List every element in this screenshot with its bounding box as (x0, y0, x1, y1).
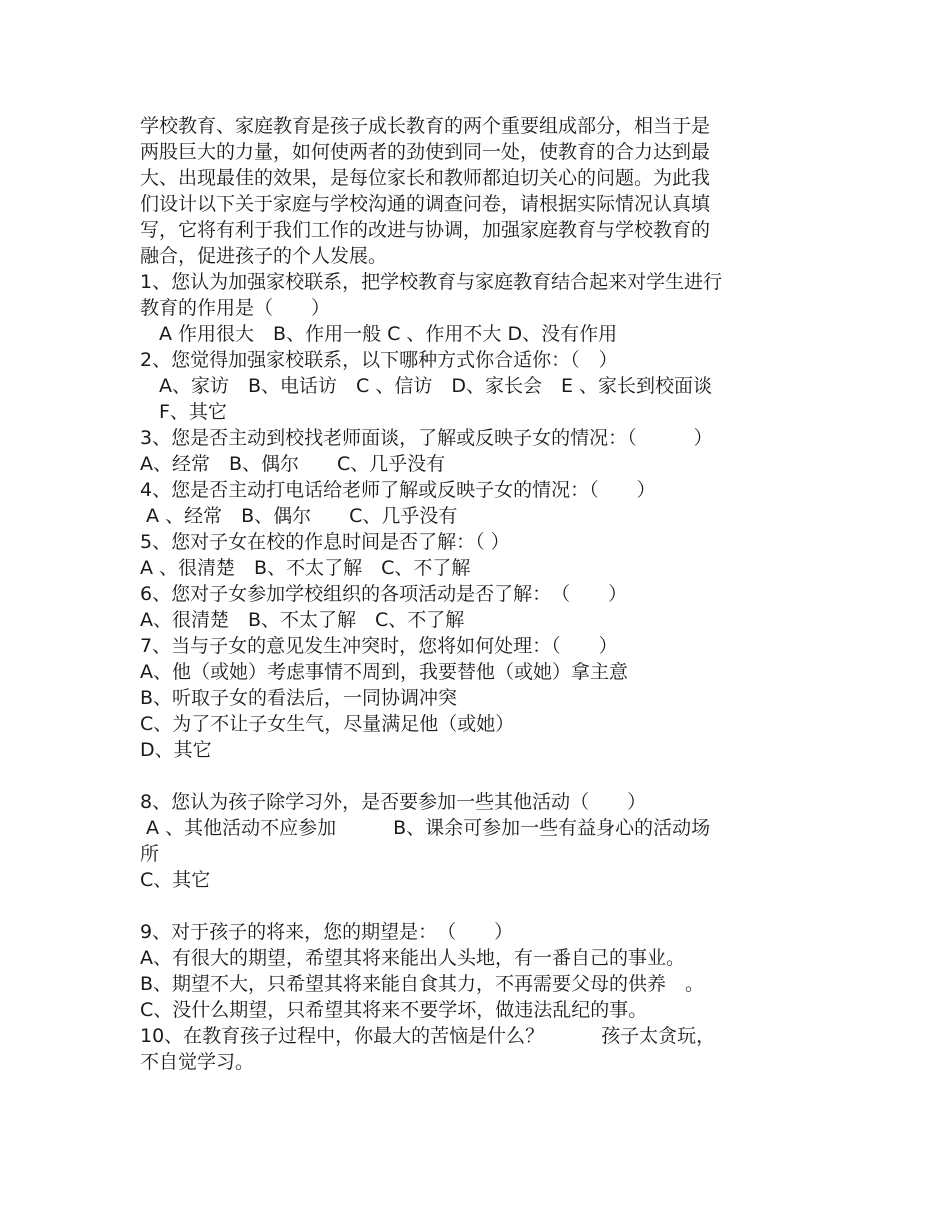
question-option: C、其它 (140, 869, 211, 891)
question-text: 4、您是否主动打电话给老师了解或反映子女的情况：（ ） (140, 479, 656, 501)
question-options: A、很清楚 B、不太了解 C、不了解 (140, 609, 465, 631)
question-options: A、家访 B、电话访 C 、信访 D、家长会 E 、家长到校面谈 (140, 375, 713, 397)
question-options: A 作用很大 B、作用一般 C 、作用不大 D、没有作用 (140, 323, 618, 345)
question-option: B、期望不大，只希望其将来能自食其力，不再需要父母的供养 。 (140, 973, 705, 995)
question-text: 教育的作用是（ ） (140, 297, 331, 319)
intro-line: 们设计以下关于家庭与学校沟通的调查问卷，请根据实际情况认真填 (140, 193, 711, 215)
intro-line: 融合，促进孩子的个人发展。 (140, 245, 388, 267)
question-text: 5、您对子女在校的作息时间是否了解：（ ） (140, 531, 510, 553)
question-text: 8、您认为孩子除学习外，是否要参加一些其他活动（ ） (140, 791, 647, 813)
question-options: 所 (140, 843, 160, 865)
intro-line: 学校教育、家庭教育是孩子成长教育的两个重要组成部分，相当于是 (140, 115, 711, 137)
question-text: 3、您是否主动到校找老师面谈，了解或反映子女的情况：（ ） (140, 427, 713, 449)
question-answer: 不自觉学习。 (140, 1051, 255, 1073)
blank-line (140, 893, 810, 919)
question-text: 2、您觉得加强家校联系，以下哪种方式你合适你：（ ） (140, 349, 618, 371)
question-option: A、有很大的期望，希望其将来能出人头地，有一番自己的事业。 (140, 947, 685, 969)
question-option: C、为了不让子女生气，尽量满足他（或她） (140, 713, 515, 735)
question-option: A、他（或她）考虑事情不周到，我要替他（或她）拿主意 (140, 661, 628, 683)
intro-line: 大、出现最佳的效果，是每位家长和教师都迫切关心的问题。为此我 (140, 167, 711, 189)
question-option: B、听取子女的看法后，一同协调冲突 (140, 687, 458, 709)
question-text: 1、您认为加强家校联系，把学校教育与家庭教育结合起来对学生进行 (140, 271, 723, 293)
question-8 (140, 789, 810, 893)
intro-paragraph (140, 113, 810, 269)
question-options: A 、其他活动不应参加 B、课余可参加一些有益身心的活动场 (140, 817, 711, 839)
question-2 (140, 347, 810, 425)
question-text: 10、在教育孩子过程中，你最大的苦恼是什么？ 孩子太贪玩， (140, 1025, 716, 1047)
question-text: 7、当与子女的意见发生冲突时，您将如何处理：（ ） (140, 635, 618, 657)
question-6 (140, 581, 810, 633)
question-options: F、其它 (140, 401, 227, 423)
question-text: 9、对于孩子的将来，您的期望是： （ ） (140, 921, 514, 943)
question-9 (140, 919, 810, 1023)
question-10 (140, 1023, 810, 1075)
document-page (140, 113, 810, 1075)
question-1 (140, 269, 810, 347)
question-3 (140, 425, 810, 477)
question-option: D、其它 (140, 739, 212, 761)
question-4 (140, 477, 810, 529)
question-7 (140, 633, 810, 763)
intro-line: 写，它将有利于我们工作的改进与协调，加强家庭教育与学校教育的 (140, 219, 711, 241)
question-options: A 、经常 B、偶尔 C、几乎没有 (140, 505, 458, 527)
question-text: 6、您对子女参加学校组织的各项活动是否了解： （ ） (140, 583, 628, 605)
blank-line (140, 763, 810, 789)
question-5 (140, 529, 810, 581)
question-option: C、没什么期望，只希望其将来不要学坏，做违法乱纪的事。 (140, 999, 648, 1021)
question-options: A、经常 B、偶尔 C、几乎没有 (140, 453, 446, 475)
question-options: A 、很清楚 B、不太了解 C、不了解 (140, 557, 471, 579)
intro-line: 两股巨大的力量，如何使两者的劲使到同一处，使教育的合力达到最 (140, 141, 711, 163)
